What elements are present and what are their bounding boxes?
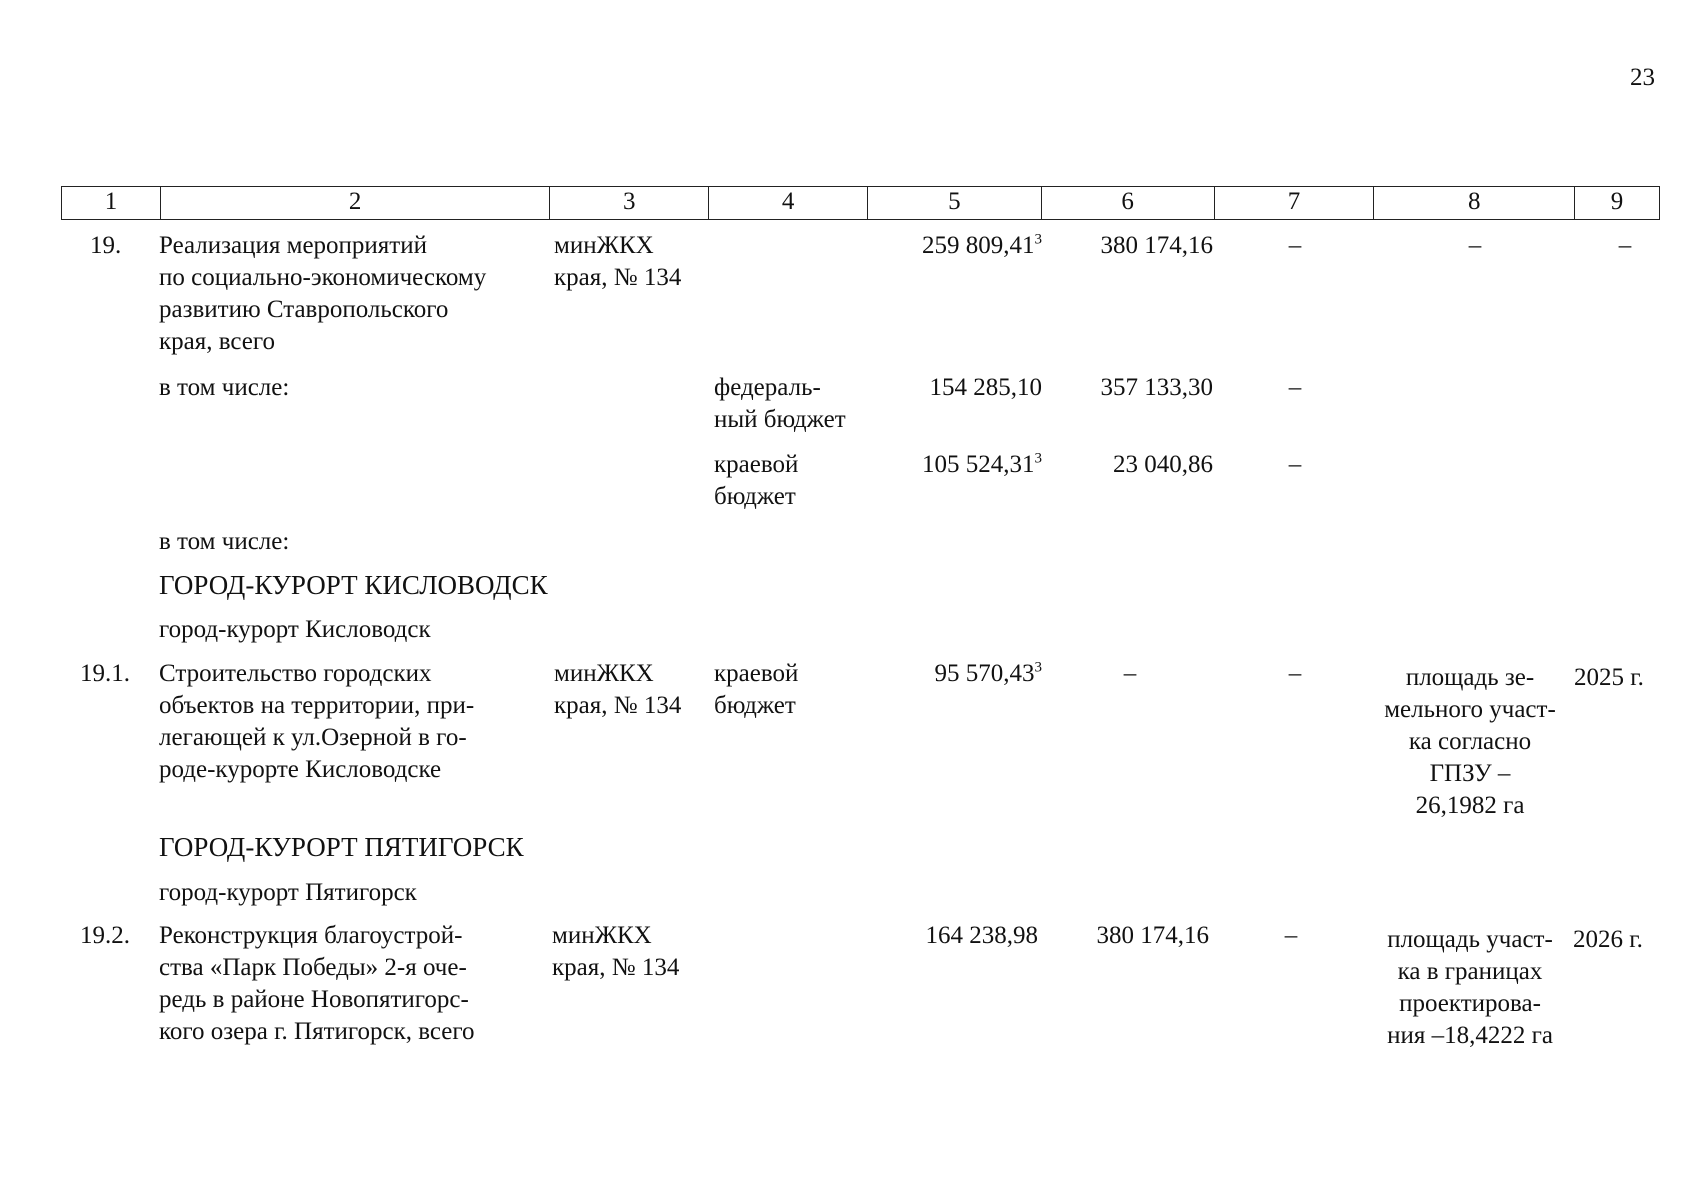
row-19-2-col7-dash: – xyxy=(1284,922,1298,949)
row-19-1-col8: площадь зе- мельного участ- ка согласно ГПЗУ – 26,1982 га xyxy=(1384,664,1556,819)
row-19-1-col9: 2025 г. xyxy=(1574,664,1644,691)
page-number: 23 xyxy=(1630,64,1655,91)
row-19-number: 19. xyxy=(90,232,122,259)
including-label-2: в том числе: xyxy=(159,528,290,555)
pyatigorsk-subheading: город-курорт Пятигорск xyxy=(159,879,417,906)
pyatigorsk-heading: ГОРОД-КУРОРТ ПЯТИГОРСК xyxy=(159,832,524,862)
header-col-4: 4 xyxy=(709,187,868,219)
kislovodsk-heading: ГОРОД-КУРОРТ КИСЛОВОДСК xyxy=(159,570,548,600)
regional-col7-dash: – xyxy=(1288,451,1302,478)
row-19-1-source: краевой бюджет xyxy=(714,660,799,719)
row-19-2-name: Реконструкция благоустрой- ства «Парк Победы» 2-я оче- редь в районе Новопятигорс- кого озера г. Пятигорск, всего xyxy=(159,922,475,1045)
kislovodsk-subheading: город-курорт Кисловодск xyxy=(159,616,431,643)
including-label-1: в том числе: xyxy=(159,374,290,401)
row-19-col9-dash: – xyxy=(1618,232,1632,259)
row-19-1-col7-dash: – xyxy=(1288,660,1302,687)
federal-col5: 154 285,10 xyxy=(929,374,1042,401)
row-19-col8-dash: – xyxy=(1468,232,1482,259)
regional-col6: 23 040,86 xyxy=(1113,451,1213,478)
row-19-2-col9: 2026 г. xyxy=(1573,926,1643,953)
header-col-1: 1 xyxy=(62,187,161,219)
header-col-8: 8 xyxy=(1374,187,1575,219)
header-col-5: 5 xyxy=(868,187,1042,219)
table-header-row xyxy=(61,186,1660,220)
row-19-name: Реализация мероприятий по социально-экономическому развитию Ставропольского края, всего xyxy=(159,232,487,355)
row-19-2-col8: площадь участ- ка в границах проектирова- ния –18,4222 га xyxy=(1387,926,1553,1049)
row-19-2-col5: 164 238,98 xyxy=(925,922,1038,949)
federal-source: федераль- ный бюджет xyxy=(714,374,846,433)
header-col-7: 7 xyxy=(1215,187,1375,219)
federal-col6: 357 133,30 xyxy=(1100,374,1213,401)
header-col-9: 9 xyxy=(1610,188,1624,215)
header-col-3: 3 xyxy=(550,187,709,219)
row-19-2-executor: минЖКХ края, № 134 xyxy=(552,922,680,981)
row-19-col6: 380 174,16 xyxy=(1100,232,1213,259)
header-col-6: 6 xyxy=(1042,187,1215,219)
row-19-1-col5: 95 570,43$^3$ xyxy=(934,659,1042,687)
row-19-col7-dash: – xyxy=(1288,232,1302,259)
federal-col7-dash: – xyxy=(1288,374,1302,401)
regional-col5: 105 524,31$^3$ xyxy=(922,450,1042,478)
regional-source: краевой бюджет xyxy=(714,451,799,510)
row-19-2-number: 19.2. xyxy=(80,922,130,949)
row-19-1-col6-dash: – xyxy=(1123,660,1137,687)
row-19-executor: минЖКХ края, № 134 xyxy=(554,232,682,291)
header-col-2: 2 xyxy=(161,187,551,219)
row-19-col5: 259 809,41$^3$ xyxy=(922,231,1042,259)
row-19-1-name: Строительство городских объектов на территории, при- легающей к ул.Озерной в го- роде-курорте Кисловодске xyxy=(159,660,475,783)
row-19-2-col6: 380 174,16 xyxy=(1096,922,1209,949)
row-19-1-executor: минЖКХ края, № 134 xyxy=(554,660,682,719)
row-19-1-number: 19.1. xyxy=(80,660,130,687)
